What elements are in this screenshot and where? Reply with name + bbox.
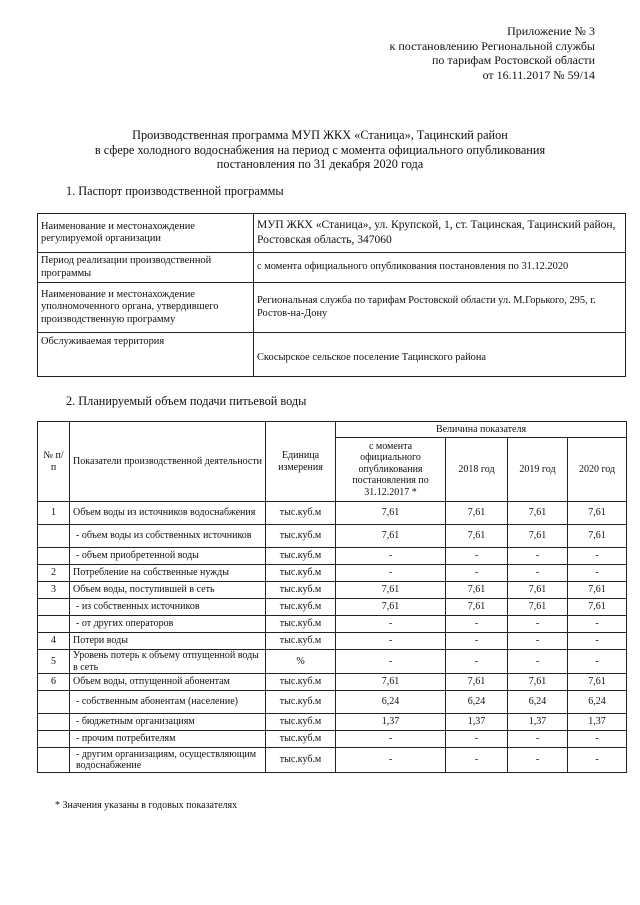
row-unit: тыс.куб.м xyxy=(266,714,336,731)
row-value-2020: - xyxy=(568,616,627,633)
row-value-from: 6,24 xyxy=(336,691,446,714)
row-indicator: Уровень потерь к объему отпущенной воды в сеть xyxy=(70,650,266,674)
table-row xyxy=(38,714,627,731)
title-line-1: Производственная программа МУП ЖКХ «Станица», Тацинский район xyxy=(132,128,508,142)
table-row xyxy=(38,674,627,691)
row-indicator: - собственным абонентам (население) xyxy=(70,691,266,714)
row-number: 1 xyxy=(38,502,70,525)
row-value-2018: 7,61 xyxy=(446,582,508,599)
table-row xyxy=(38,650,627,674)
row-value-2018: 6,24 xyxy=(446,691,508,714)
row-number xyxy=(38,599,70,616)
row-value-2020: - xyxy=(568,633,627,650)
appendix-line-1: Приложение № 3 xyxy=(507,24,595,38)
title-line-3: постановления по 31 декабря 2020 года xyxy=(216,157,424,172)
passport-value: Региональная служба по тарифам Ростовской области ул. М.Горького, 295, г. Ростов-на-Дону xyxy=(254,283,626,333)
row-number: 4 xyxy=(38,633,70,650)
row-unit: тыс.куб.м xyxy=(266,731,336,748)
row-value-2019: - xyxy=(508,748,568,773)
row-value-from: - xyxy=(336,616,446,633)
table-row xyxy=(38,748,627,773)
row-indicator: Потери воды xyxy=(70,633,266,650)
row-value-from: 7,61 xyxy=(336,525,446,548)
row-number: 5 xyxy=(38,650,70,674)
table-row xyxy=(38,582,627,599)
passport-label: Обслуживаемая территория xyxy=(38,333,254,377)
row-value-2020: 7,61 xyxy=(568,599,627,616)
passport-value: МУП ЖКХ «Станица», ул. Крупской, 1, ст. Тацинская, Тацинский район, Ростовская область, 347060 xyxy=(254,214,626,253)
passport-row xyxy=(38,253,626,283)
row-unit: тыс.куб.м xyxy=(266,582,336,599)
row-number xyxy=(38,616,70,633)
table-row xyxy=(38,599,627,616)
header-value-group: Величина показателя xyxy=(336,422,627,438)
row-value-from: - xyxy=(336,633,446,650)
row-indicator: Объем воды из источников водоснабжения xyxy=(70,502,266,525)
row-number: 3 xyxy=(38,582,70,599)
row-value-2020: - xyxy=(568,731,627,748)
row-value-from: - xyxy=(336,565,446,582)
table-row xyxy=(38,565,627,582)
row-indicator: - другим организациям, осуществляющим водоснабжение xyxy=(70,748,266,773)
row-unit: тыс.куб.м xyxy=(266,502,336,525)
row-unit: тыс.куб.м xyxy=(266,548,336,565)
row-value-2020: - xyxy=(568,650,627,674)
passport-row xyxy=(38,333,626,377)
appendix-line-4: от 16.11.2017 № 59/14 xyxy=(482,67,595,82)
row-number xyxy=(38,714,70,731)
appendix-note xyxy=(390,24,595,82)
header-row xyxy=(38,422,627,438)
row-value-from: 1,37 xyxy=(336,714,446,731)
passport-value: с момента официального опубликования постановления по 31.12.2020 xyxy=(254,253,626,283)
row-unit: тыс.куб.м xyxy=(266,691,336,714)
passport-table xyxy=(37,213,626,377)
row-unit: тыс.куб.м xyxy=(266,525,336,548)
row-indicator: Потребление на собственные нужды xyxy=(70,565,266,582)
row-value-2019: 7,61 xyxy=(508,582,568,599)
row-value-from: 7,61 xyxy=(336,502,446,525)
section-1-heading: 1. Паспорт производственной программы xyxy=(66,184,284,198)
document-title xyxy=(40,128,600,172)
row-indicator: Объем воды, отпущенной абонентам xyxy=(70,674,266,691)
row-unit: тыс.куб.м xyxy=(266,616,336,633)
row-value-2018: - xyxy=(446,633,508,650)
row-value-2018: 7,61 xyxy=(446,525,508,548)
header-unit: Единица измерения xyxy=(266,422,336,502)
row-value-2020: 7,61 xyxy=(568,525,627,548)
row-value-2018: 1,37 xyxy=(446,714,508,731)
row-value-from: - xyxy=(336,548,446,565)
row-indicator: - объем приобретенной воды xyxy=(70,548,266,565)
row-indicator: - от других операторов xyxy=(70,616,266,633)
header-num: № п/п xyxy=(38,422,70,502)
row-value-from: - xyxy=(336,731,446,748)
passport-label: Наименование и местонахождение регулируемой организации xyxy=(38,214,254,253)
row-value-2018: - xyxy=(446,548,508,565)
row-number xyxy=(38,548,70,565)
row-value-2020: - xyxy=(568,565,627,582)
appendix-line-3: по тарифам Ростовской области xyxy=(431,53,595,67)
row-number xyxy=(38,748,70,773)
row-value-2020: 7,61 xyxy=(568,582,627,599)
passport-label: Наименование и местонахождение уполномоченного органа, утвердившего производственную программу xyxy=(38,283,254,333)
row-value-2019: 1,37 xyxy=(508,714,568,731)
table-row xyxy=(38,525,627,548)
table-body xyxy=(38,502,627,773)
table-row xyxy=(38,502,627,525)
row-number xyxy=(38,525,70,548)
header-col-2018: 2018 год xyxy=(446,438,508,502)
water-volume-table xyxy=(37,421,627,773)
row-unit: тыс.куб.м xyxy=(266,748,336,773)
row-value-2020: 6,24 xyxy=(568,691,627,714)
row-value-2019: - xyxy=(508,548,568,565)
header-col-2019: 2019 год xyxy=(508,438,568,502)
passport-row xyxy=(38,214,626,253)
row-unit: тыс.куб.м xyxy=(266,565,336,582)
passport-value: Скосырское сельское поселение Тацинского района xyxy=(254,333,626,377)
row-number xyxy=(38,691,70,714)
row-indicator: - прочим потребителям xyxy=(70,731,266,748)
row-value-2018: 7,61 xyxy=(446,502,508,525)
row-value-2019: - xyxy=(508,731,568,748)
row-value-2019: - xyxy=(508,633,568,650)
row-value-2020: - xyxy=(568,748,627,773)
row-value-2018: 7,61 xyxy=(446,599,508,616)
row-value-2018: - xyxy=(446,731,508,748)
row-unit: % xyxy=(266,650,336,674)
row-indicator: - из собственных источников xyxy=(70,599,266,616)
row-value-from: 7,61 xyxy=(336,599,446,616)
footnote: * Значения указаны в годовых показателях xyxy=(55,800,238,811)
row-value-2018: - xyxy=(446,616,508,633)
header-col-from: с момента официального опубликования постановления по 31.12.2017 * xyxy=(336,438,446,502)
row-value-2019: - xyxy=(508,650,568,674)
row-value-2020: 7,61 xyxy=(568,502,627,525)
row-value-2020: 7,61 xyxy=(568,674,627,691)
row-value-from: - xyxy=(336,748,446,773)
appendix-line-2: к постановлению Региональной службы xyxy=(389,38,595,53)
row-number xyxy=(38,731,70,748)
row-value-from: 7,61 xyxy=(336,582,446,599)
row-unit: тыс.куб.м xyxy=(266,633,336,650)
table-row xyxy=(38,731,627,748)
row-indicator: Объем воды, поступившей в сеть xyxy=(70,582,266,599)
table-row xyxy=(38,691,627,714)
table-row xyxy=(38,633,627,650)
row-value-2019: 7,61 xyxy=(508,525,568,548)
row-value-2018: - xyxy=(446,650,508,674)
row-indicator: - бюджетным организациям xyxy=(70,714,266,731)
row-number: 6 xyxy=(38,674,70,691)
row-value-from: - xyxy=(336,650,446,674)
row-unit: тыс.куб.м xyxy=(266,674,336,691)
row-value-2019: 7,61 xyxy=(508,502,568,525)
table-row xyxy=(38,548,627,565)
header-col-2020: 2020 год xyxy=(568,438,627,502)
row-value-2020: - xyxy=(568,548,627,565)
row-value-2019: - xyxy=(508,616,568,633)
header-indicator: Показатели производственной деятельности xyxy=(70,422,266,502)
row-indicator: - объем воды из собственных источников xyxy=(70,525,266,548)
row-value-2020: 1,37 xyxy=(568,714,627,731)
passport-label: Период реализации производственной программы xyxy=(38,253,254,283)
row-unit: тыс.куб.м xyxy=(266,599,336,616)
title-line-2: в сфере холодного водоснабжения на период с момента официального опубликования xyxy=(94,142,546,157)
row-number: 2 xyxy=(38,565,70,582)
row-value-2019: 7,61 xyxy=(508,674,568,691)
row-value-2018: - xyxy=(446,565,508,582)
passport-row xyxy=(38,283,626,333)
row-value-2018: - xyxy=(446,748,508,773)
row-value-from: 7,61 xyxy=(336,674,446,691)
row-value-2018: 7,61 xyxy=(446,674,508,691)
row-value-2019: 7,61 xyxy=(508,599,568,616)
section-2-heading: 2. Планируемый объем подачи питьевой воды xyxy=(66,394,307,408)
table-row xyxy=(38,616,627,633)
row-value-2019: 6,24 xyxy=(508,691,568,714)
row-value-2019: - xyxy=(508,565,568,582)
